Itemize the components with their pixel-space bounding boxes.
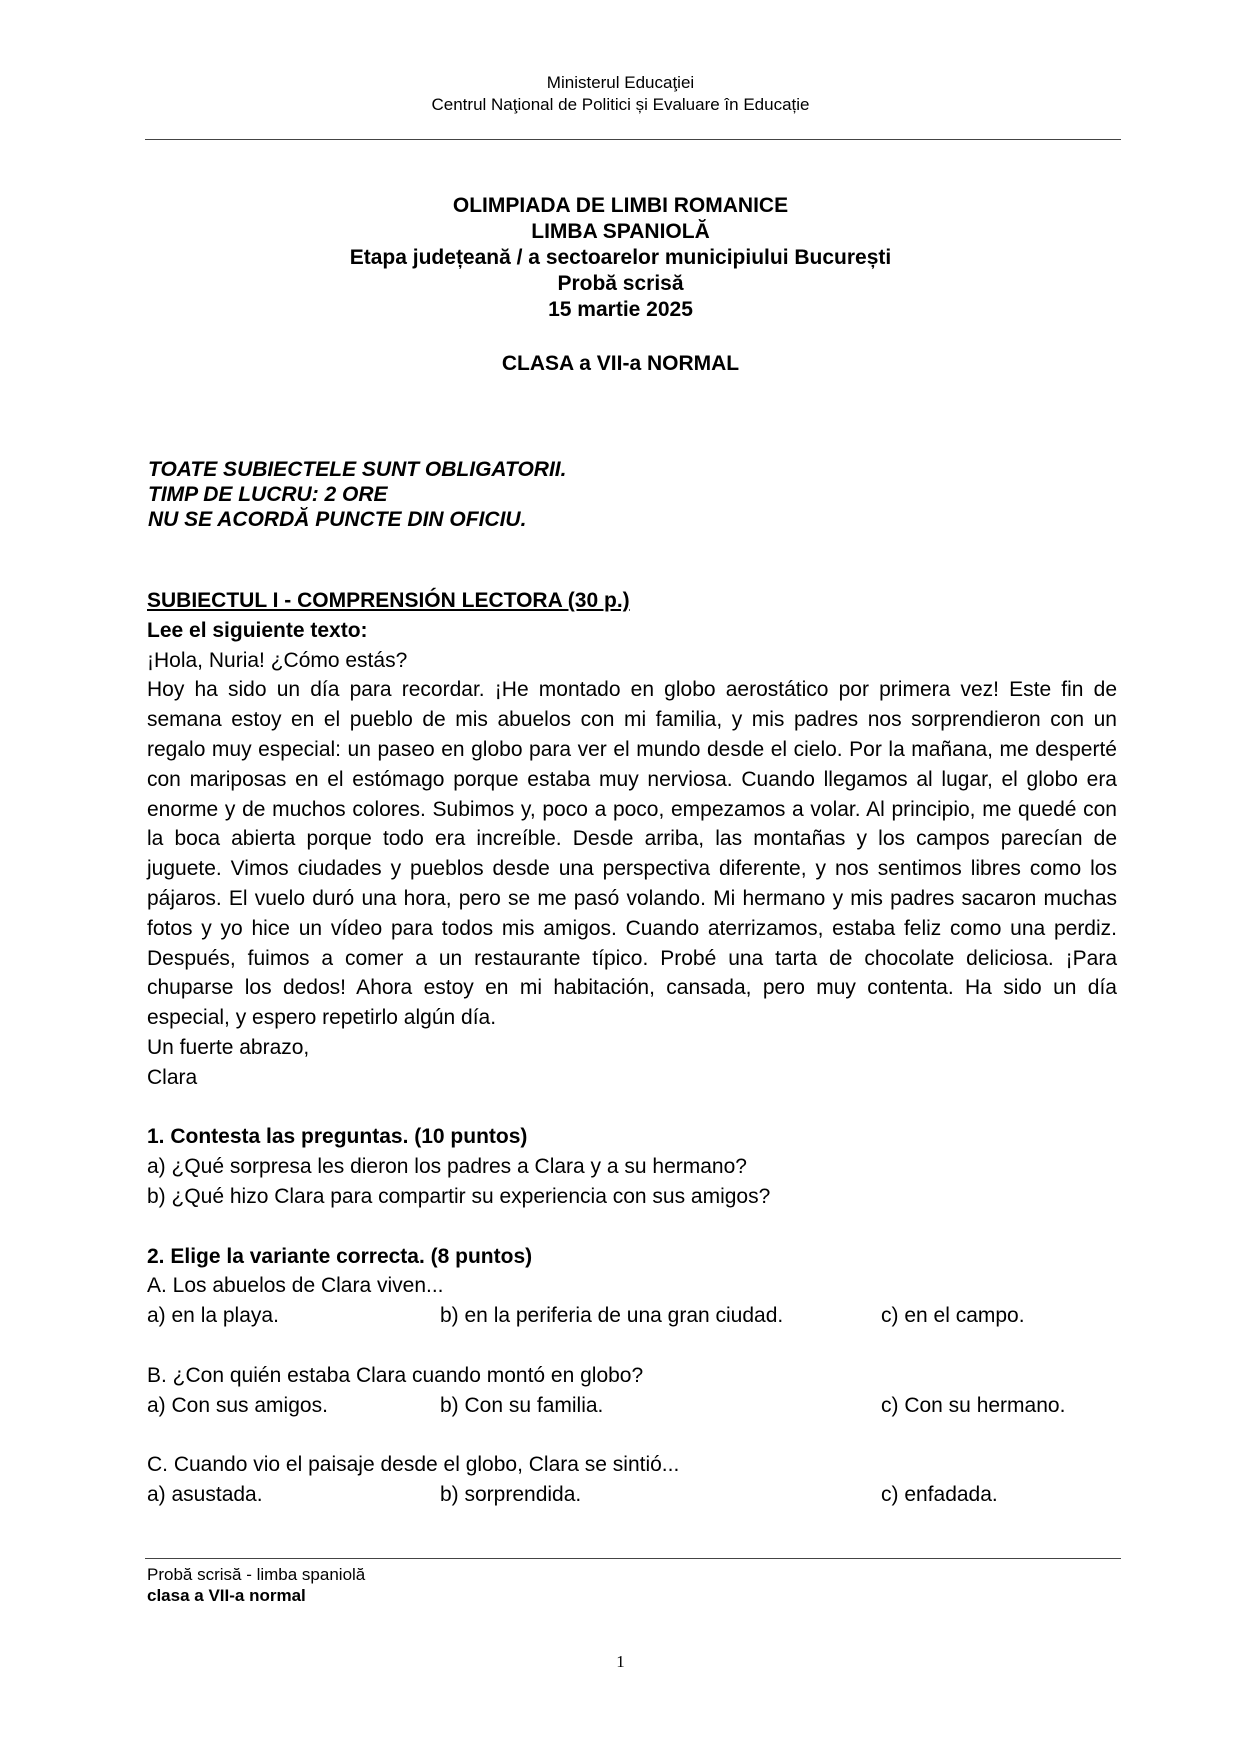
- letter-greeting: ¡Hola, Nuria! ¿Cómo estás?: [147, 648, 408, 672]
- footer-class: clasa a VII-a normal: [147, 1586, 306, 1605]
- instruction-line: NU SE ACORDĂ PUNCTE DIN OFICIU.: [148, 508, 527, 531]
- language-title: LIMBA SPANIOLĂ: [531, 220, 710, 243]
- letter-signature: Clara: [147, 1065, 198, 1089]
- main-content: [147, 586, 1117, 1510]
- letter-closing: Un fuerte abrazo,: [147, 1035, 310, 1059]
- header-ministry: Ministerul Educaţiei: [546, 73, 695, 92]
- header-center: Centrul Naţional de Politici și Evaluare în Educație: [431, 95, 810, 114]
- instruction-line: TIMP DE LUCRU: 2 ORE: [148, 483, 388, 506]
- question-stem: C. Cuando vio el paisaje desde el globo, Clara se sintió...: [147, 1453, 680, 1477]
- reading-prompt: Lee el siguiente texto:: [147, 618, 368, 642]
- option-a: a) asustada.: [147, 1482, 263, 1506]
- exercise1-question: a) ¿Qué sorpresa les dieron los padres a Clara y a su hermano?: [147, 1155, 747, 1179]
- option-c: c) en el campo.: [881, 1304, 1025, 1328]
- page-number: 1: [616, 1652, 625, 1671]
- exam-date: 15 martie 2025: [548, 298, 693, 321]
- question-stem: A. Los abuelos de Clara viven...: [147, 1274, 444, 1298]
- exam-type: Probă scrisă: [557, 272, 684, 295]
- instructions: [148, 457, 566, 532]
- exercise1-heading: 1. Contesta las preguntas. (10 puntos): [147, 1125, 528, 1149]
- option-b: b) Con su familia.: [440, 1393, 604, 1417]
- option-b: b) en la periferia de una gran ciudad.: [440, 1304, 784, 1328]
- letter-body: Hoy ha sido un día para recordar. ¡He montado en globo aerostático por primera vez! Este fin de semana estoy en el pueblo de mis abuelos con mi familia, y mis padres nos sorprendieron con un regalo muy especial: un paseo en globo para ver el mundo desde el cielo. Por la mañana, me desperté con mariposas en el estómago porque estaba muy nerviosa. Cuando llegamos al lugar, el globo era enorme y de muchos colores. Subimos y, poco a poco, empezamos a volar. Al principio, me quedé con la boca abierta porque todo era increíble. Desde arriba, las montañas y los campos parecían de juguete. Vimos ciudades y pueblos desde una perspectiva diferente, y nos sentimos libres como los pájaros. El vuelo duró una hora, pero se me pasó volando. Mi hermano y mis padres sacaron muchas fotos y yo hice un vídeo para todos mis amigos. Cuando aterrizamos, estaba feliz como una perdiz. Después, fuimos a comer a un restaurante típico. Probé una tarta de chocolate deliciosa. ¡Para chuparse los dedos! Ahora estoy en mi habitación, cansada, pero muy contenta. Ha sido un día especial, y espero repetirlo algún día.: [147, 678, 1117, 1030]
- instruction-line: TOATE SUBIECTELE SUNT OBLIGATORII.: [148, 458, 567, 481]
- header-divider: [145, 139, 1121, 140]
- option-c: c) enfadada.: [881, 1482, 998, 1506]
- option-a: a) en la playa.: [147, 1304, 279, 1328]
- options-row: [147, 1391, 1117, 1421]
- exercise2-heading: 2. Elige la variante correcta. (8 puntos): [147, 1244, 533, 1268]
- option-c: c) Con su hermano.: [881, 1393, 1066, 1417]
- header: [0, 72, 1241, 116]
- olympiad-title: OLIMPIADA DE LIMBI ROMANICE: [452, 194, 789, 217]
- section-heading: SUBIECTUL I - COMPRENSIÓN LECTORA (30 p.): [147, 589, 630, 612]
- options-row: [147, 1480, 1117, 1510]
- option-a: a) Con sus amigos.: [147, 1393, 328, 1417]
- option-b: b) sorprendida.: [440, 1482, 582, 1506]
- footer-divider: [145, 1558, 1121, 1559]
- title-block: [0, 193, 1241, 323]
- exercise1-question: b) ¿Qué hizo Clara para compartir su experiencia con sus amigos?: [147, 1184, 771, 1208]
- stage-title: Etapa județeană / a sectoarelor municipiului București: [349, 246, 892, 269]
- footer-exam: Probă scrisă - limba spaniolă: [147, 1565, 366, 1584]
- options-row: [147, 1301, 1117, 1331]
- class-title: CLASA a VII-a NORMAL: [501, 352, 740, 375]
- question-stem: B. ¿Con quién estaba Clara cuando montó en globo?: [147, 1363, 644, 1387]
- footer: [147, 1564, 365, 1606]
